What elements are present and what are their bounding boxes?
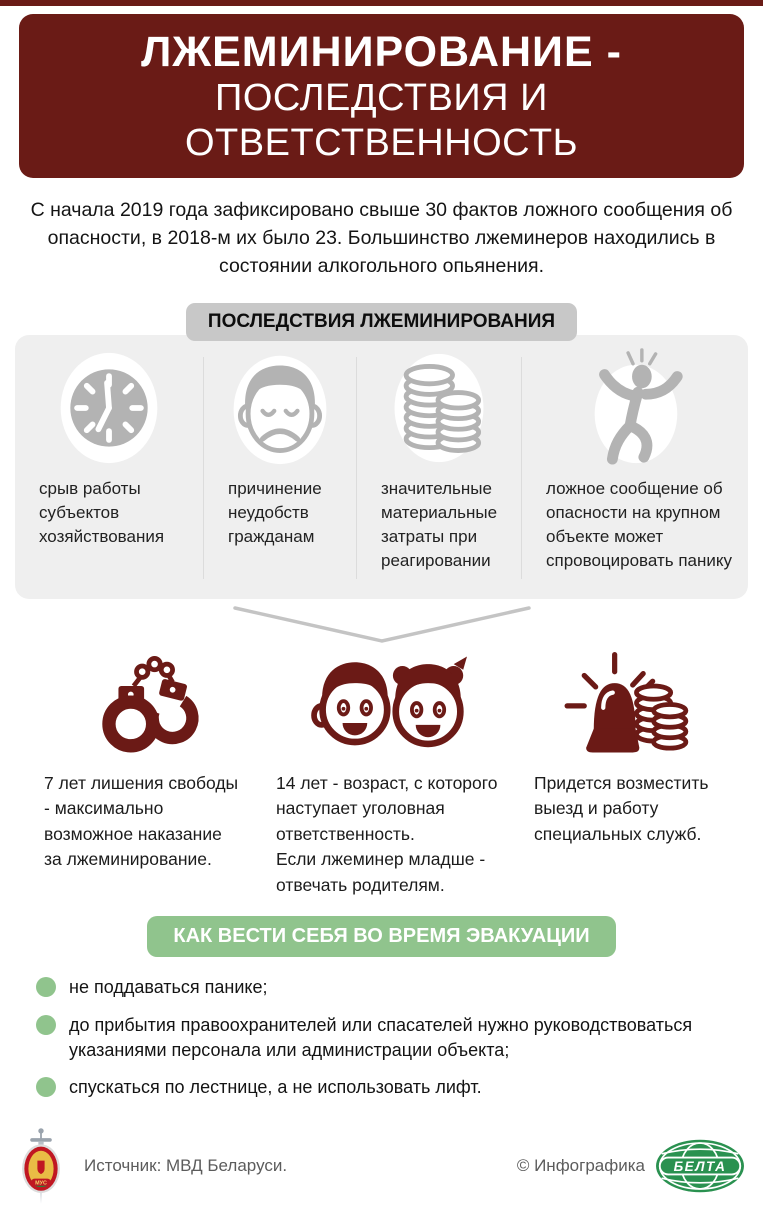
list-item — [36, 1013, 727, 1063]
consequence-text: срыв работы субъектов хозяйствования — [39, 478, 165, 546]
consequences-panel — [15, 335, 748, 600]
responsibility-section — [30, 645, 733, 898]
consequence-text: причинение неудобств гражданам — [228, 478, 322, 546]
source-text: Источник: МВД Беларуси. — [84, 1156, 288, 1176]
consequences-section — [0, 303, 763, 600]
svg-text:МУС: МУС — [35, 1180, 47, 1187]
page-title-line1: ЛЖЕМИНИРОВАНИЕ - — [141, 28, 622, 76]
consequence-item — [204, 347, 356, 600]
responsibility-text-2: Если лжеминер младше - отвечать родителям. — [276, 849, 486, 895]
handcuffs-icon — [87, 647, 205, 761]
responsibility-item — [262, 645, 520, 898]
list-item — [36, 975, 727, 1000]
evacuation-badge: КАК ВЕСТИ СЕБЯ ВО ВРЕМЯ ЭВАКУАЦИИ — [147, 916, 615, 957]
bullet-text: спускаться по лестнице, а не использовать лифт. — [69, 1077, 482, 1098]
consequence-item — [522, 347, 746, 600]
bullet-text: не поддаваться панике; — [69, 976, 268, 997]
siren-coins-icon — [560, 647, 694, 761]
bullet-dot-icon — [36, 977, 56, 997]
evacuation-list — [36, 975, 727, 1100]
page-title-line2: ПОСЛЕДСТВИЯ И ОТВЕТСТВЕННОСТЬ — [184, 77, 579, 164]
children-icon — [293, 647, 489, 761]
bullet-dot-icon — [36, 1077, 56, 1097]
panic-person-icon — [574, 349, 694, 467]
clock-icon — [51, 349, 167, 467]
svg-text:БЕЛТА: БЕЛТА — [673, 1159, 727, 1175]
sad-face-icon — [222, 349, 338, 467]
responsibility-item — [30, 645, 262, 898]
consequence-text: значительные материальные затраты при реагировании — [381, 478, 498, 570]
responsibility-item — [520, 645, 733, 898]
bullet-dot-icon — [36, 1015, 56, 1035]
top-accent-bar — [0, 0, 763, 6]
mvd-emblem-icon — [14, 1125, 68, 1207]
responsibility-text: Придется возместить выезд и работу специальных служб. — [534, 773, 709, 844]
list-item — [36, 1075, 727, 1100]
chevron-down-icon — [232, 605, 532, 645]
intro-text: С начала 2019 года зафиксировано свыше 30 фактов ложного сообщения об опасности, в 2018-м их было 23. Большинство лжеминеров находились в состоянии алкогольного опьянения. — [30, 198, 733, 278]
footer — [0, 1113, 763, 1207]
responsibility-text: 7 лет лишения свободы - максимально возможное наказание за лжеминирование. — [44, 773, 239, 870]
belta-logo — [653, 1137, 747, 1195]
responsibility-text: 14 лет - возраст, с которого наступает уголовная ответственность. — [276, 773, 498, 844]
bullet-text: до прибытия правоохранителей или спасателей нужно руководствоваться указаниями персонала или администрации объекта; — [69, 1014, 693, 1060]
consequence-item — [357, 347, 521, 600]
coins-stack-icon — [381, 349, 497, 467]
copyright-text: © Инфографика — [516, 1156, 645, 1176]
consequence-text: ложное сообщение об опасности на крупном объекте может спровоцировать панику — [546, 478, 733, 570]
header — [19, 14, 744, 178]
consequences-badge: ПОСЛЕДСТВИЯ ЛЖЕМИНИРОВАНИЯ — [186, 303, 577, 341]
consequence-item — [15, 347, 203, 600]
